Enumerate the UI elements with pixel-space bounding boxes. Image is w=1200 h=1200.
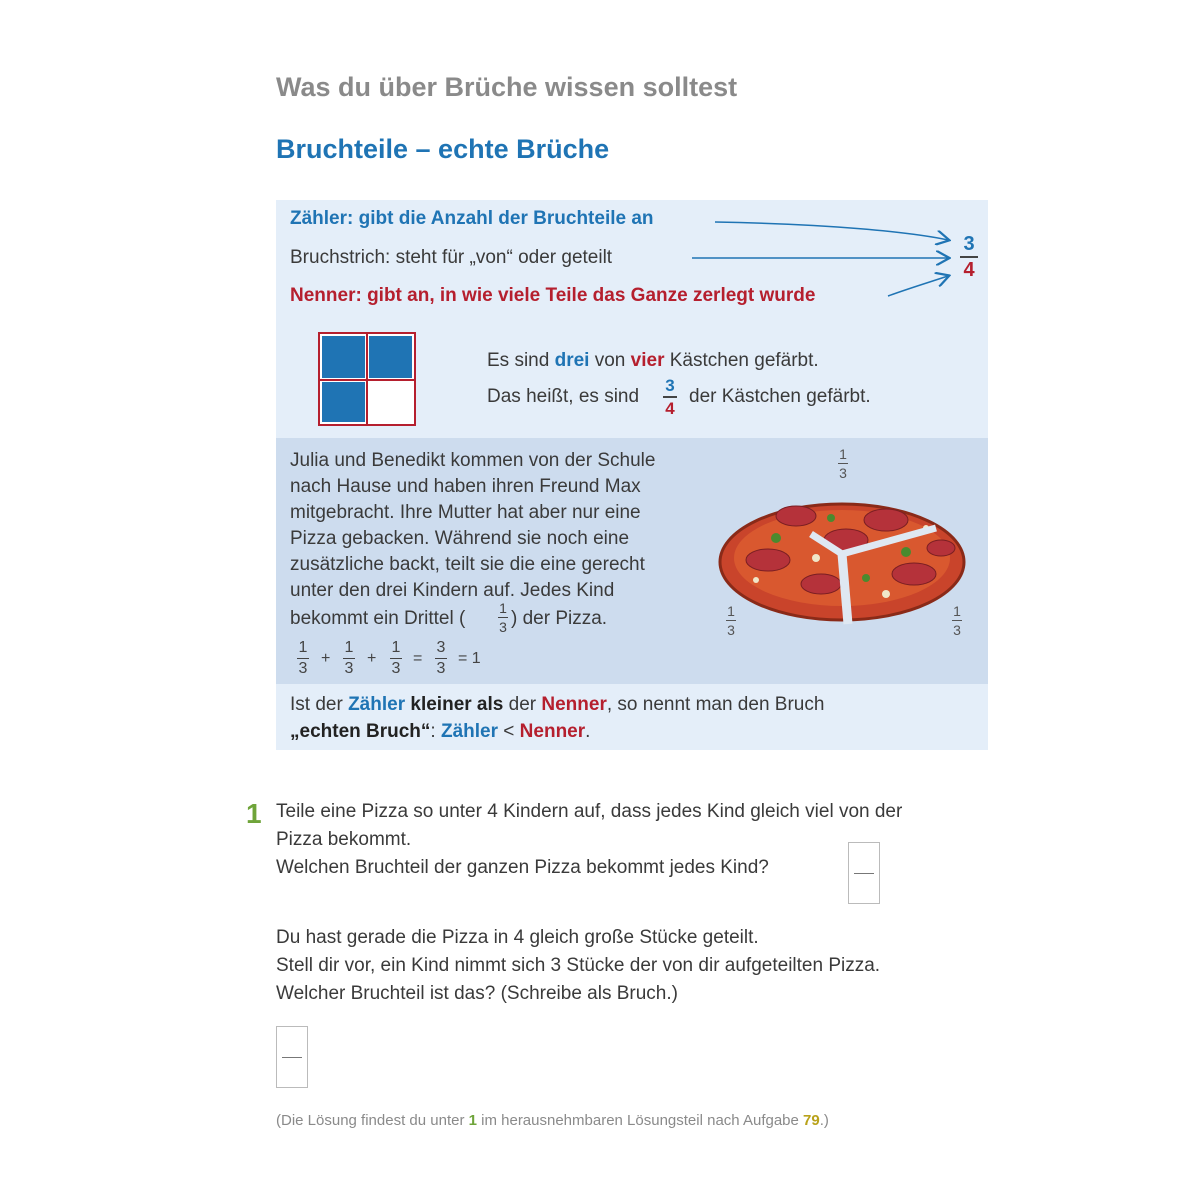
definition-fraction bbox=[958, 234, 980, 280]
page-title: Was du über Brüche wissen solltest bbox=[276, 72, 738, 102]
sum-equation: 1 3 + 1 3 + 1 3 = 3 3 = 1 bbox=[298, 639, 481, 677]
definition-fraction-numerator: 3 bbox=[963, 233, 975, 255]
zaehler-definition: Zähler: gibt die Anzahl der Bruchteile an bbox=[290, 208, 654, 229]
story-text: Julia und Benedikt kommen von der Schule nach Hause und haben ihren Freund Max mitgebracht. Ihre Mutter hat aber nur eine Pizza gebacken. Während sie noch eine zusätzliche backt, teilt sie die eine gerecht unter den drei Kindern auf. Jedes Kind bbox=[290, 450, 656, 601]
answer-fraction-box-2[interactable] bbox=[276, 1026, 308, 1088]
story-last-line-start: bekommt ein Drittel ( bbox=[290, 608, 466, 629]
colored-squares-grid bbox=[318, 332, 416, 426]
grid-sentence-2-end: der Kästchen gefärbt. bbox=[689, 386, 871, 407]
fraction-bar bbox=[960, 256, 978, 258]
grid-cell-empty bbox=[369, 382, 412, 422]
task-number: 1 bbox=[246, 798, 262, 829]
grid-cell-filled bbox=[322, 382, 365, 422]
grid-sentence-2-start: Das heißt, es sind bbox=[487, 386, 640, 407]
pizza-illustration bbox=[716, 488, 968, 630]
grid-sentence-1: Es sind drei von vier Kästchen gefärbt. bbox=[487, 350, 819, 371]
solution-hint: (Die Lösung findest du unter 1 im herausnehmbaren Lösungsteil nach Aufgabe 79.) bbox=[276, 1112, 829, 1129]
bruchstrich-definition: Bruchstrich: steht für „von“ oder geteilt bbox=[290, 247, 613, 268]
task-paragraph-2: Du hast gerade die Pizza in 4 gleich große Stücke geteilt. Stell dir vor, ein Kind nimmt sich 3 Stücke der von dir aufgeteilten Pizza. Welcher Bruchteil ist das? (Schreibe als Bruch.) bbox=[276, 927, 881, 1004]
task-paragraph-1: Teile eine Pizza so unter 4 Kindern auf, dass jedes Kind gleich viel von der Pizza bekommt. Welchen Bruchteil der ganzen Pizza bekommt jedes Kind? bbox=[276, 801, 903, 878]
pizza-label-right: 1 3 bbox=[953, 603, 961, 638]
answer-fraction-box-1[interactable] bbox=[848, 842, 880, 904]
pizza-label-top: 1 3 bbox=[839, 446, 847, 481]
nenner-definition: Nenner: gibt an, in wie viele Teile das Ganze zerlegt wurde bbox=[290, 285, 816, 306]
definition-fraction-denominator: 4 bbox=[963, 259, 975, 281]
rule-line-2: „echten Bruch“: Zähler < Nenner. bbox=[290, 721, 591, 742]
section-title: Bruchteile – echte Brüche bbox=[276, 134, 610, 164]
grid-fraction: 3 4 bbox=[660, 377, 680, 417]
grid-cell-filled bbox=[322, 336, 365, 378]
pizza-label-left: 1 3 bbox=[727, 603, 735, 638]
definition-arrows bbox=[680, 210, 960, 310]
story-last-line-end: ) der Pizza. bbox=[511, 608, 608, 629]
rule-line-1: Ist der Zähler kleiner als der Nenner, so nennt man den Bruch bbox=[290, 694, 825, 715]
grid-cell-filled bbox=[369, 336, 412, 378]
story-fraction: 1 3 bbox=[499, 600, 507, 635]
